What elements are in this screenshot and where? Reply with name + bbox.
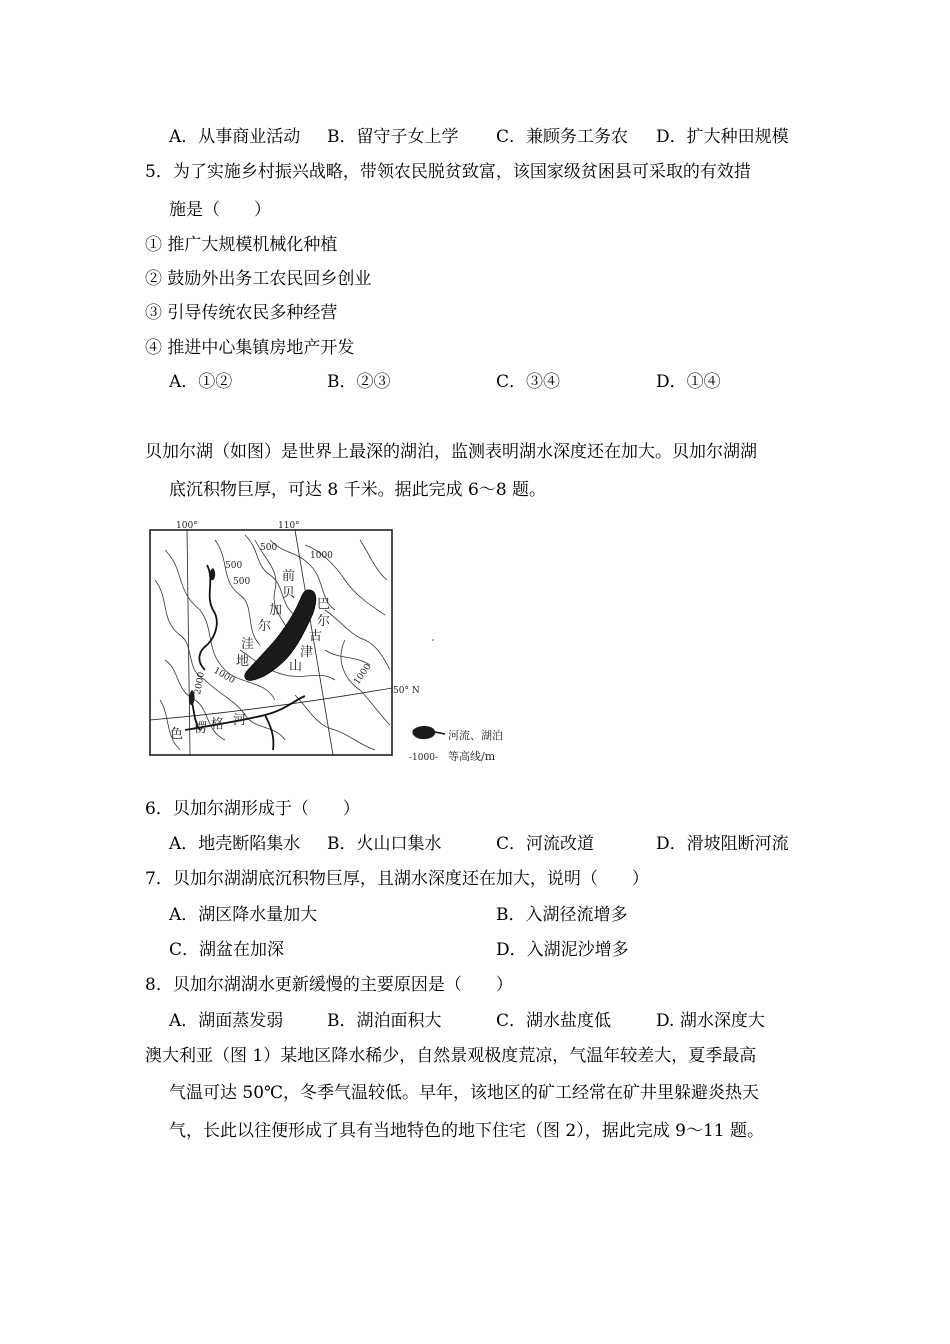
baergujin-char-4: 津 xyxy=(300,645,314,660)
q6-option-a: A．地壳断陷集水 xyxy=(169,834,301,854)
q5-item-2: ② 鼓励外出务工农民回乡创业 xyxy=(145,269,372,289)
meridian-100 xyxy=(187,530,190,755)
q4-option-a: A．从事商业活动 xyxy=(169,127,301,147)
q5-item-1: ① 推广大规模机械化种植 xyxy=(145,235,338,255)
legend-water-label: 河流、湖泊 xyxy=(448,729,503,742)
baergujin-char-3: 古 xyxy=(309,629,323,644)
lat-50-label: 50° N xyxy=(393,686,420,696)
q5-option-c: C．③④ xyxy=(496,372,561,392)
legend-water-symbol xyxy=(412,726,435,739)
qianbeijia-char-3: 加 xyxy=(269,603,283,618)
q4-option-b: B．留守子女上学 xyxy=(327,127,459,147)
q5-stem-line-2: 施是（ ） xyxy=(169,200,271,220)
contour-1000-label-2: 1000 xyxy=(211,665,237,687)
q4-option-c: C．兼顾务工务农 xyxy=(496,127,629,147)
q7-option-a: A．湖区降水量加大 xyxy=(169,905,318,925)
q7-option-c: C．湖盆在加深 xyxy=(169,940,285,960)
q7-option-b: B．入湖径流增多 xyxy=(496,905,628,925)
contour-1000-label-3: 1000 xyxy=(352,662,374,687)
q5-stem-line-1: 5．为了实施乡村振兴战略，带领农民脱贫致富，该国家级贫困县可采取的有效措 xyxy=(145,162,751,182)
q8-option-d: D. 湖水深度大 xyxy=(656,1011,765,1031)
australia-passage-line-2: 气温可达 50℃，冬季气温较低。早年，该地区的矿工经常在矿井里躲避炎热天 xyxy=(169,1083,760,1103)
q6-stem: 6．贝加尔湖形成于（ ） xyxy=(145,799,360,819)
small-lake-1 xyxy=(209,568,215,580)
q8-option-c: C．湖水盐度低 xyxy=(496,1011,612,1031)
legend-water-river xyxy=(435,732,445,734)
contour-lines xyxy=(155,535,390,750)
q8-option-b: B．湖泊面积大 xyxy=(327,1011,442,1031)
q7-stem: 7．贝加尔湖湖底沉积物巨厚，且湖水深度还在加大，说明（ ） xyxy=(145,869,649,889)
selengge-char-4: 河 xyxy=(233,713,247,728)
q6-option-d: D．滑坡阻断河流 xyxy=(656,834,789,854)
qianbeijia-char-4: 尔 xyxy=(258,619,272,634)
baergujin-char-5: 山 xyxy=(289,659,303,674)
qianbeijia-char-2: 贝 xyxy=(282,586,296,601)
q8-option-a: A．湖面蒸发弱 xyxy=(169,1011,284,1031)
q6-option-b: B．火山口集水 xyxy=(327,834,442,854)
baikal-passage-line-2: 底沉积物巨厚，可达 8 千米。据此完成 6～8 题。 xyxy=(169,480,547,500)
map-speck xyxy=(432,639,434,641)
selengge-char-3: 格 xyxy=(211,717,225,732)
waldi-char-1: 洼 xyxy=(241,637,255,652)
q5-option-d: D．①④ xyxy=(656,372,721,392)
selengge-char-1: 色 xyxy=(170,727,184,742)
q5-option-a: A．①② xyxy=(169,372,233,392)
q8-stem: 8．贝加尔湖湖水更新缓慢的主要原因是（ ） xyxy=(145,975,513,995)
qianbeijia-char-1: 前 xyxy=(282,569,296,584)
contour-500-label-3: 500 xyxy=(260,543,278,553)
contour-500-label-2: 500 xyxy=(233,577,251,587)
q4-option-d: D．扩大种田规模 xyxy=(656,127,789,147)
q5-option-b: B．②③ xyxy=(327,372,391,392)
lon-100-label: 100° xyxy=(176,521,198,531)
australia-passage-line-3: 气，长此以往便形成了具有当地特色的地下住宅（图 2），据此完成 9～11 题。 xyxy=(169,1121,764,1141)
baikal-map-figure xyxy=(145,520,540,772)
baergujin-char-2: 尔 xyxy=(317,614,331,629)
contour-2000-label: 2000 xyxy=(193,671,207,696)
selengge-char-2: 楞 xyxy=(194,721,208,736)
parallel-50n xyxy=(150,688,392,720)
baikal-passage-line-1: 贝加尔湖（如图）是世界上最深的湖泊，监测表明湖水深度还在加大。贝加尔湖湖 xyxy=(145,442,757,462)
australia-passage-line-1: 澳大利亚（图 1）某地区降水稀少，自然景观极度荒凉，气温年较差大，夏季最高 xyxy=(145,1046,757,1066)
legend-contour-sample: -1000- xyxy=(409,753,438,763)
waldi-char-2: 地 xyxy=(236,654,250,669)
baergujin-char-1: 巴 xyxy=(317,597,331,612)
lon-110-label: 110° xyxy=(278,521,300,531)
q7-option-d: D．入湖泥沙增多 xyxy=(496,940,629,960)
q6-option-c: C．河流改道 xyxy=(496,834,595,854)
legend-contour-label: 等高线/m xyxy=(448,750,496,763)
contour-500-label-1: 500 xyxy=(225,561,243,571)
q5-item-4: ④ 推进中心集镇房地产开发 xyxy=(145,338,355,358)
q5-item-3: ③ 引导传统农民多种经营 xyxy=(145,303,338,323)
contour-1000-label-1: 1000 xyxy=(310,551,333,561)
